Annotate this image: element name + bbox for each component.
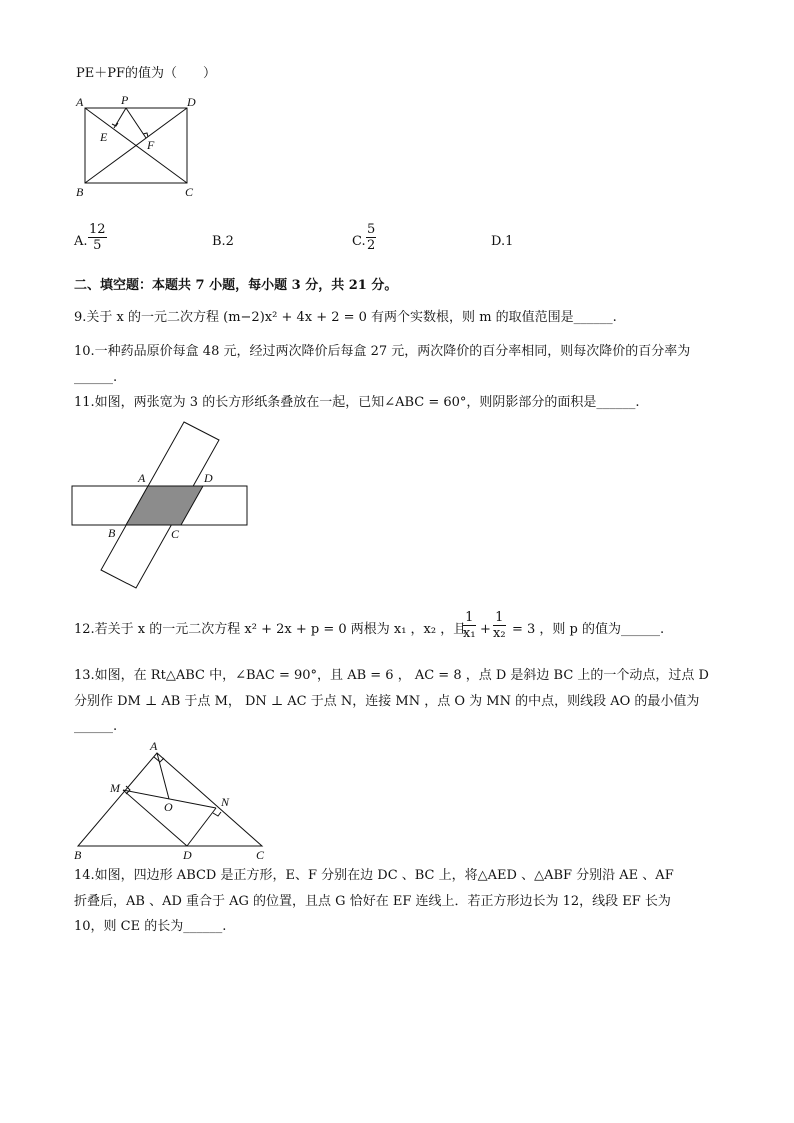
q14-line3: 10，则 CE 的长为______. xyxy=(74,919,227,934)
q13-label-a: A xyxy=(150,739,158,753)
q12-frac1-num: 1 xyxy=(463,610,476,626)
q13-label-n: N xyxy=(221,795,230,809)
q8-segment-pe xyxy=(114,108,126,128)
q8-option-a-fraction xyxy=(88,222,107,253)
q9-text: 9.关于 x 的一元二次方程 (m−2)x² + 4x + 2 = 0 有两个实数根，则 m 的取值范围是______. xyxy=(74,310,617,325)
q12-fraction-1 xyxy=(463,610,476,641)
q8-option-a-num: 12 xyxy=(89,222,106,237)
q12-frac1-den: x₁ xyxy=(463,626,476,641)
q8-stem: PE＋PF的值为（ ） xyxy=(76,66,217,81)
q8-label-f: F xyxy=(147,138,155,152)
q11-shaded-region xyxy=(126,486,203,525)
q8-figure xyxy=(70,90,210,205)
q13-right-angle-n xyxy=(213,812,221,816)
q8-option-c-num: 5 xyxy=(367,222,376,237)
q8-option-c-den: 2 xyxy=(367,238,376,253)
q8-option-d: D.1 xyxy=(491,234,514,249)
q8-option-a-label: A. xyxy=(74,234,88,249)
q12-plus: + xyxy=(480,622,491,637)
q11-figure xyxy=(70,418,254,593)
q13-label-o: O xyxy=(164,800,173,814)
q8-option-c-label: C. xyxy=(352,234,366,249)
q13-line2: 分别作 DM ⊥ AB 于点 M， DN ⊥ AC 于点 N，连接 MN ，点 O 为 MN 的中点，则线段 AO 的最小值为 xyxy=(74,694,700,709)
q8-label-d: D xyxy=(187,95,196,109)
q13-label-b: B xyxy=(74,848,82,862)
q11-label-c: C xyxy=(171,527,180,541)
q12-frac2-num: 1 xyxy=(493,610,506,626)
q11-label-a: A xyxy=(138,471,146,485)
q13-label-m: M xyxy=(110,781,120,795)
q8-option-b: B.2 xyxy=(212,234,234,249)
q13-label-c: C xyxy=(256,848,265,862)
q12-fraction-2 xyxy=(493,610,506,641)
q10-line2: ______. xyxy=(74,370,118,385)
q14-line2: 折叠后，AB 、AD 重合于 AG 的位置，且点 G 恰好在 EF 连线上．若正方形边长为 12，线段 EF 长为 xyxy=(74,894,671,909)
q13-segment-dm xyxy=(123,790,187,846)
q8-label-b: B xyxy=(76,185,84,199)
q8-label-p: P xyxy=(121,93,129,107)
q8-option-c-fraction xyxy=(366,222,376,253)
q14-line1: 14.如图，四边形 ABCD 是正方形，E、F 分别在边 DC 、BC 上，将△AED 、△ABF 分别沿 AE 、AF xyxy=(74,868,674,883)
q13-line1: 13.如图，在 Rt△ABC 中，∠BAC = 90°，且 AB = 6 ， AC = 8 ，点 D 是斜边 BC 上的一个动点，过点 D xyxy=(74,668,709,683)
q8-label-c: C xyxy=(185,185,194,199)
q13-line3: ______. xyxy=(74,719,118,734)
q8-option-a-den: 5 xyxy=(93,238,102,253)
q12-part1: 12.若关于 x 的一元二次方程 x² + 2x + p = 0 两根为 x₁ ，x₂ ，且 xyxy=(74,622,467,637)
q13-segment-dn xyxy=(187,808,216,846)
q12-part2: = 3 ，则 p 的值为______. xyxy=(512,622,665,637)
q11-label-d: D xyxy=(204,471,213,485)
q8-label-a: A xyxy=(76,95,84,109)
q13-segment-ao xyxy=(157,753,169,799)
q10-line1: 10.一种药品原价每盒 48 元，经过两次降价后每盒 27 元，两次降价的百分率相同，则每次降价的百分率为 xyxy=(74,344,691,359)
q8-right-angle-e xyxy=(112,123,118,126)
q13-label-d: D xyxy=(183,848,192,862)
q8-label-e: E xyxy=(100,130,108,144)
q11-text: 11.如图，两张宽为 3 的长方形纸条叠放在一起，已知∠ABC = 60°，则阴影部分的面积是______. xyxy=(74,395,640,410)
q12-frac2-den: x₂ xyxy=(493,626,506,641)
q11-label-b: B xyxy=(108,526,116,540)
q13-figure xyxy=(70,738,270,864)
section-2-heading: 二、填空题：本题共 7 小题，每小题 3 分，共 21 分。 xyxy=(74,278,398,293)
